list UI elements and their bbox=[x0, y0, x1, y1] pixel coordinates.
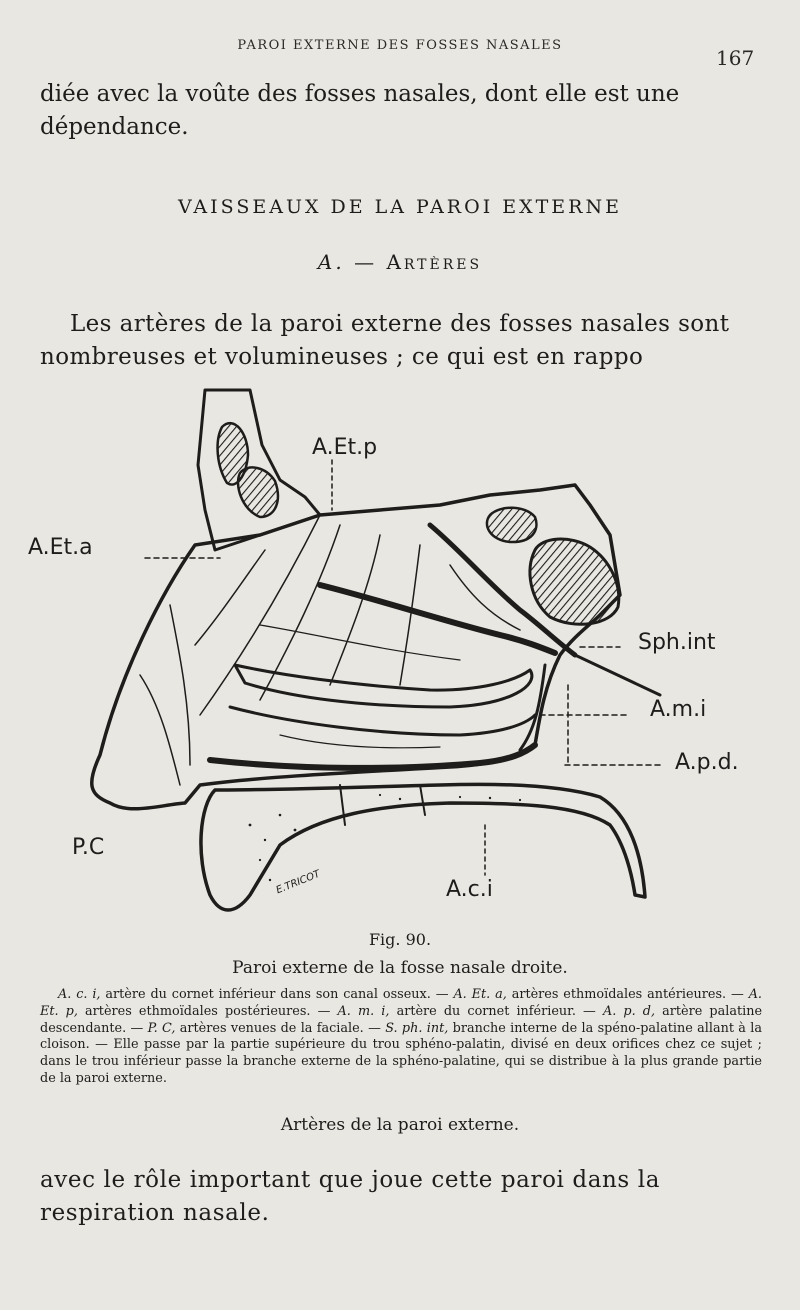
label-a-c-i: A.c.i bbox=[446, 877, 493, 902]
vessel-branch bbox=[170, 605, 190, 765]
leader-a-p-d bbox=[565, 685, 660, 765]
page-number: 167 bbox=[716, 46, 755, 70]
caption-abbr: P. C, bbox=[147, 1020, 176, 1036]
label-p-c: P.C bbox=[72, 835, 105, 860]
figure-title: Paroi externe de la fosse nasale droite. bbox=[232, 958, 568, 978]
paragraph-end: avec le rôle important que joue cette paroi dans la respiration nasale. bbox=[40, 1167, 661, 1226]
caption-text: artère du cornet inférieur dans son canal osseux. — bbox=[100, 987, 454, 1002]
caption-abbr: A. m. i, bbox=[337, 1003, 390, 1019]
vessel-branch bbox=[330, 535, 380, 685]
middle-turbinate bbox=[235, 665, 532, 707]
label-a-m-i: A.m.i bbox=[650, 697, 707, 722]
caption-text: artères ethmoïdales postérieures. — bbox=[77, 1003, 338, 1019]
label-sph-int: Sph.int bbox=[638, 630, 716, 655]
figure-subtitle: Artères de la paroi externe. bbox=[280, 1115, 520, 1135]
figure-illustration bbox=[20, 385, 780, 925]
caption-text: artères venues de la faciale. — bbox=[175, 1020, 386, 1036]
caption-text: artère du cornet inférieur. — bbox=[389, 1003, 603, 1019]
caption-text: artère palatine descendante. — bbox=[40, 1003, 763, 1036]
caption-text: artères ethmoïdales antérieures. — bbox=[506, 987, 749, 1002]
caption-abbr: A. Et. a, bbox=[453, 987, 507, 1002]
vessel-branch bbox=[280, 735, 440, 748]
paragraph-intro: Les artères de la paroi externe des fosses nasales sont nombreuses et volumineuses ; ce qui est en rappo bbox=[40, 311, 730, 370]
subsection-title bbox=[0, 250, 800, 274]
paragraph-continuation: diée avec la voûte des fosses nasales, dont elle est une dépendance. bbox=[40, 81, 680, 140]
caption-abbr: A. p. d, bbox=[602, 1003, 656, 1019]
vessel-branch bbox=[140, 675, 180, 785]
artist-signature: E.TRICOT bbox=[274, 868, 322, 897]
section-title: VAISSEAUX DE LA PAROI EXTERNE bbox=[178, 196, 622, 218]
nasal-wall-drawing bbox=[20, 385, 780, 925]
label-a-p-d: A.p.d. bbox=[675, 750, 739, 775]
sphenoid-sinus-large bbox=[530, 539, 619, 624]
figure-number: Fig. 90. bbox=[368, 930, 432, 949]
inferior-meatus bbox=[210, 745, 535, 768]
frontal-sinus-2 bbox=[238, 467, 278, 517]
subsection-letter: A. bbox=[317, 250, 345, 274]
inferior-turbinate bbox=[230, 707, 535, 735]
subsection-dash: — bbox=[354, 250, 378, 274]
caption-abbr: A. c. i, bbox=[58, 987, 101, 1002]
caption-abbr: S. ph. int, bbox=[385, 1020, 449, 1036]
caption-text: branche interne de la spéno-palatine allant à la cloison. — Elle passe par la partie supérieure du trou sphéno-palatin, divisé en deux orifices chez ce sujet ; dans le trou inférieur passe la branche externe de la sphéno-palatine, qui se distribue à la plus grande partie de la paroi externe. bbox=[40, 1020, 762, 1086]
sphenoid-sinus-small bbox=[487, 508, 537, 542]
vessel-branch bbox=[195, 550, 265, 645]
sphenopalatine-branch bbox=[575, 655, 660, 695]
label-a-et-a: A.Et.a bbox=[28, 535, 93, 560]
caption-abbr: A. Et. p, bbox=[40, 987, 762, 1019]
label-a-et-p: A.Et.p bbox=[312, 435, 378, 460]
subsection-name: Artères bbox=[386, 250, 483, 274]
running-head: PAROI EXTERNE DES FOSSES NASALES bbox=[237, 38, 563, 53]
figure-caption bbox=[40, 987, 762, 1088]
